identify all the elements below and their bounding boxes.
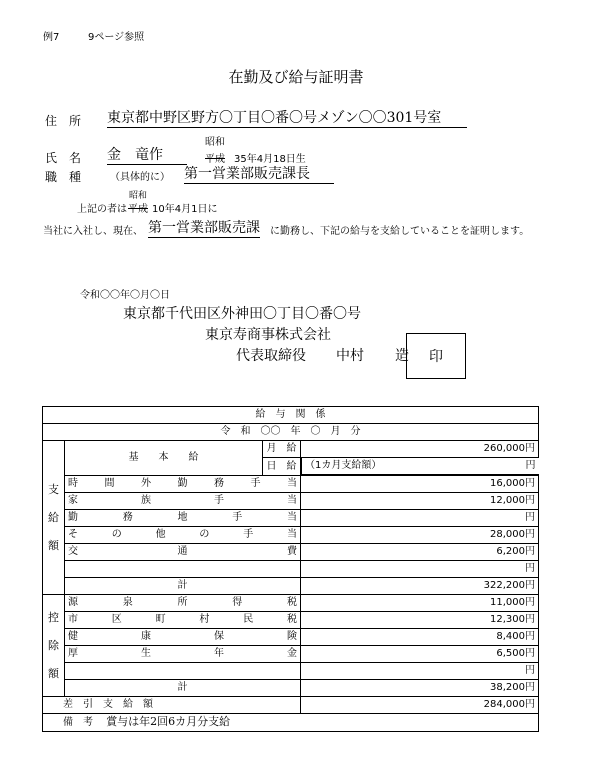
name-value: 金 竜作: [107, 144, 187, 165]
table-title: 給 与 関 係: [43, 407, 539, 424]
ded-label-1: [65, 612, 301, 629]
monthly-amount: 260,000円: [301, 441, 539, 458]
pay-label-text: 勤 務 地 手 当: [68, 512, 297, 523]
table-period-row: [43, 424, 539, 441]
ded-amount-3: 6,500円: [301, 646, 539, 663]
table-row: [43, 544, 539, 561]
table-row: [43, 612, 539, 629]
table-row: [43, 510, 539, 527]
ded-label-0: [65, 595, 301, 612]
table-row: [43, 697, 539, 714]
representative-name: 中村: [336, 348, 364, 364]
company-address: 東京都千代田区外神田〇丁目〇番〇号: [123, 306, 361, 322]
job-paren: （具体的に）: [110, 172, 170, 183]
ded-label-4: [65, 663, 301, 680]
ded-amount-0: 11,000円: [301, 595, 539, 612]
salary-table: [42, 406, 539, 732]
pay-total-amount: 322,200円: [301, 578, 539, 595]
pay-amount-2: 円: [301, 510, 539, 527]
era-heisei-struck: 平成: [205, 150, 225, 165]
page-reference: 9ページ参照: [88, 32, 145, 43]
example-number: 例7: [43, 32, 60, 43]
table-row: [43, 629, 539, 646]
table-row: [43, 561, 539, 578]
pay-amount-5: 円: [301, 561, 539, 578]
remarks-value: 賞与は年2回6カ月分支給: [106, 715, 231, 728]
pay-label-5: [65, 561, 301, 578]
table-row: [43, 578, 539, 595]
table-row: [43, 680, 539, 697]
remarks-row: [43, 714, 539, 732]
table-row: [43, 646, 539, 663]
pay-label-text: 時 間 外 勤 務 手 当: [68, 478, 297, 489]
cert-dept: 第一営業部販売課: [148, 217, 260, 238]
cert-suffix: に勤務し、下記の給与を支給していることを証明します。: [270, 226, 530, 237]
ded-label-2: [65, 629, 301, 646]
pay-amount-3: 28,000円: [301, 527, 539, 544]
document-title: 在勤及び給与証明書: [228, 68, 364, 86]
job-label: 職 種: [45, 170, 82, 184]
ded-total-amount: 38,200円: [301, 680, 539, 697]
seal-box: [406, 333, 466, 379]
pay-label-3: [65, 527, 301, 544]
net-pay-label: 差 引 支 給 額: [43, 697, 301, 714]
remarks-label: 備 考: [63, 717, 93, 728]
table-row: [43, 663, 539, 680]
ded-label-text: 健 康 保 険: [68, 631, 297, 642]
ded-label-text: 市 区 町 村 民 税: [68, 614, 297, 625]
ded-label-text: 源 泉 所 得 税: [68, 597, 297, 608]
entry-era-heisei-struck: 平成: [128, 200, 148, 215]
table-row: [43, 595, 539, 612]
pay-label-text: 交 通 費: [68, 546, 297, 557]
birth-date: 35年4月18日生: [234, 154, 306, 165]
net-pay-amount: 284,000円: [301, 697, 539, 714]
monthly-label: 月 給: [263, 441, 301, 458]
pay-total-label: 計: [65, 578, 301, 595]
pay-label-text: 家 族 手 当: [68, 495, 297, 506]
table-row: [43, 441, 539, 458]
table-row: [43, 493, 539, 510]
address-value: 東京都中野区野方〇丁目〇番〇号メゾン〇〇301号室: [107, 107, 467, 128]
pay-amount-1: 12,000円: [301, 493, 539, 510]
table-period: 令 和 〇〇 年 〇 月 分: [43, 424, 539, 441]
basic-salary-label: 基 本 給: [65, 441, 263, 476]
entry-date: 10年4月1日に: [152, 204, 218, 215]
seal-text: 印: [429, 349, 443, 365]
table-title-row: [43, 407, 539, 424]
name-label: 氏 名: [45, 151, 82, 165]
pay-label-text: そ の 他 の 手 当: [68, 529, 297, 540]
table-row: [43, 527, 539, 544]
pay-label-0: [65, 476, 301, 493]
ded-amount-4: 円: [301, 663, 539, 680]
entry-era-showa: 昭和: [129, 191, 148, 201]
entry-prefix: 上記の者は: [77, 204, 127, 215]
daily-amount: 円: [525, 460, 536, 471]
table-row: [43, 476, 539, 493]
pay-label-1: [65, 493, 301, 510]
ded-label-text: 厚 生 年 金: [68, 648, 297, 659]
daily-note: （1カ月支給額）: [305, 460, 382, 471]
address-label: 住 所: [45, 114, 82, 128]
issue-date: 令和〇〇年〇月〇日: [80, 290, 170, 301]
representative-name-2: 造: [395, 348, 409, 364]
representative-title: 代表取締役: [236, 348, 306, 364]
ded-amount-2: 8,400円: [301, 629, 539, 646]
daily-label: 日 給: [263, 458, 301, 476]
table-row: [43, 714, 539, 732]
deduction-group-label: 控 除 額: [43, 595, 65, 697]
company-name: 東京寿商事株式会社: [205, 327, 331, 343]
era-showa: 昭和: [205, 137, 225, 148]
pay-group-label: 支 給 額: [43, 441, 65, 595]
pay-label-2: [65, 510, 301, 527]
pay-amount-4: 6,200円: [301, 544, 539, 561]
ded-amount-1: 12,300円: [301, 612, 539, 629]
job-value: 第一営業部販売課長: [184, 163, 334, 184]
pay-amount-0: 16,000円: [301, 476, 539, 493]
ded-label-3: [65, 646, 301, 663]
pay-label-4: [65, 544, 301, 561]
cert-prefix: 当社に入社し、現在、: [43, 226, 143, 237]
ded-total-label: 計: [65, 680, 301, 697]
